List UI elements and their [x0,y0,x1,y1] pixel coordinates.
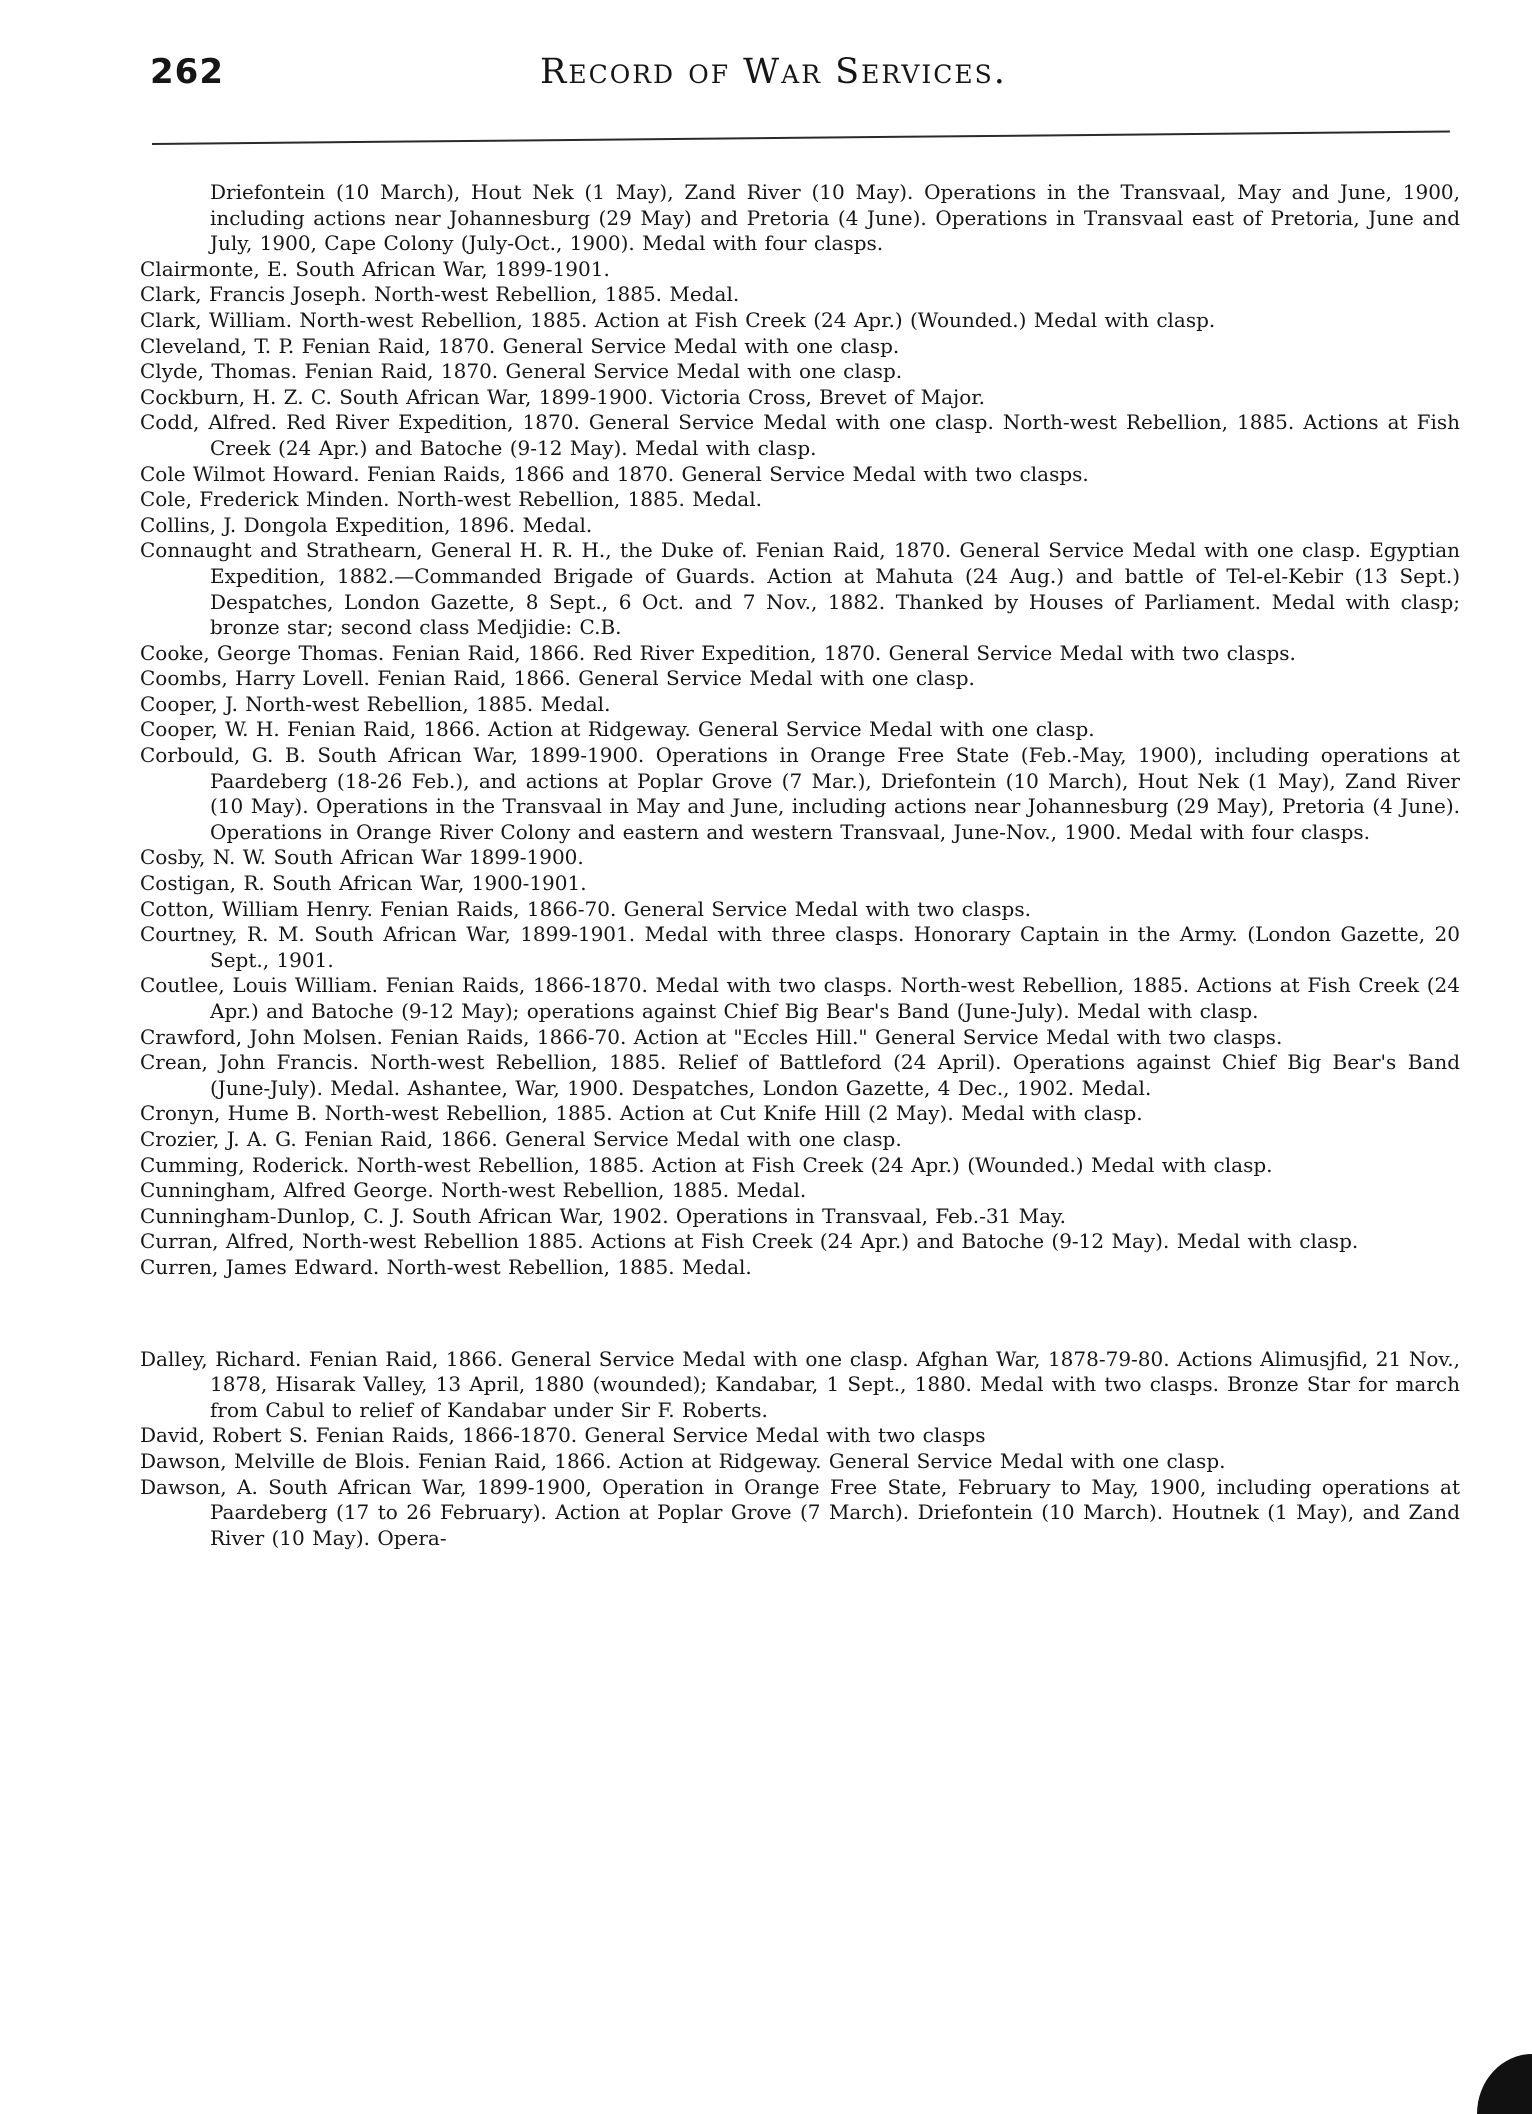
list-item: Cooper, W. H. Fenian Raid, 1866. Action at Ridgeway. General Service Medal with one clasp. [140,717,1095,742]
list-item: Dawson, Melville de Blois. Fenian Raid, 1866. Action at Ridgeway. General Service Medal with one clasp. [140,1448,1226,1473]
list-item: Connaught and Strathearn, General H. R. H., the Duke of. Fenian Raid, 1870. General Service Medal with one clasp. Egyptian Expedition, 1882.—Commanded Brigade of Guards. Action at Mahuta (24 Aug.) and battle of Tel-el-Kebir (13 Sept.) Despatches, London Gazette, 8 Sept., 6 Oct. and 7 Nov., 1882. Thanked by Houses of Parliament. Medal with clasp; bronze star; second class Medjidie: C.B. [140,538,1460,640]
list-item: Cole Wilmot Howard. Fenian Raids, 1866 and 1870. General Service Medal with two clasps. [140,461,1089,486]
list-item: Courtney, R. M. South African War, 1899-1901. Medal with three clasps. Honorary Captain in the Army. (London Gazette, 20 Sept., 1901. [140,922,1460,972]
list-item: Cotton, William Henry. Fenian Raids, 1866-70. General Service Medal with two clasps. [140,896,1031,921]
list-item: Cooper, J. North-west Rebellion, 1885. Medal. [140,691,611,716]
section-gap [140,1281,1460,1347]
list-item: Collins, J. Dongola Expedition, 1896. Medal. [140,512,593,537]
list-item: Cronyn, Hume B. North-west Rebellion, 1885. Action at Cut Knife Hill (2 May). Medal with clasp. [140,1101,1143,1126]
list-item: Cole, Frederick Minden. North-west Rebellion, 1885. Medal. [140,487,762,512]
list-item: Costigan, R. South African War, 1900-1901. [140,871,587,896]
list-item: Dawson, A. South African War, 1899-1900, Operation in Orange Free State, February to May, 1900, including operations at Paardeberg (17 to 26 February). Action at Poplar Grove (7 March). Driefontein (10 March). Houtnek (1 May), and Zand River (10 May). Opera- [140,1474,1460,1550]
list-item: Cosby, N. W. South African War 1899-1900. [140,845,584,870]
page-header [0,52,1532,112]
list-item: Crozier, J. A. G. Fenian Raid, 1866. General Service Medal with one clasp. [140,1126,902,1151]
list-item: Crawford, John Molsen. Fenian Raids, 1866-70. Action at "Eccles Hill." General Service Medal with two clasps. [140,1024,1283,1049]
list-item: Dalley, Richard. Fenian Raid, 1866. General Service Medal with one clasp. Afghan War, 1878-79-80. Actions Alimusjfid, 21 Nov., 1878, Hisarak Valley, 13 April, 1880 (wounded); Kandabar, 1 Sept., 1880. Medal with two clasps. Bronze Star for march from Cabul to relief of Kandabar under Sir F. Roberts. [140,1346,1460,1422]
list-item: Cunningham-Dunlop, C. J. South African War, 1902. Operations in Transvaal, Feb.-31 May. [140,1203,1067,1228]
list-item: Cockburn, H. Z. C. South African War, 1899-1900. Victoria Cross, Brevet of Major. [140,384,985,409]
list-item: Coombs, Harry Lovell. Fenian Raid, 1866. General Service Medal with one clasp. [140,666,975,691]
list-item: Driefontein (10 March), Hout Nek (1 May), Zand River (10 May). Operations in the Transvaal, May and June, 1900, including actions near Johannesburg (29 May) and Pretoria (4 June). Operations in Transvaal east of Pretoria, June and July, 1900, Cape Colony (July-Oct., 1900). Medal with four clasps. [210,180,1460,256]
list-item: Cumming, Roderick. North-west Rebellion, 1885. Action at Fish Creek (24 Apr.) (Wounded.) Medal with clasp. [140,1152,1273,1177]
page-title: Record of War Services. [540,52,1007,92]
page-number: 262 [150,52,224,92]
list-item: Curren, James Edward. North-west Rebellion, 1885. Medal. [140,1254,752,1279]
list-item: Clairmonte, E. South African War, 1899-1901. [140,256,610,281]
list-item: Codd, Alfred. Red River Expedition, 1870. General Service Medal with one clasp. North-west Rebellion, 1885. Actions at Fish Creek (24 Apr.) and Batoche (9-12 May). Medal with clasp. [140,410,1460,460]
list-item: Coutlee, Louis William. Fenian Raids, 1866-1870. Medal with two clasps. North-west Rebellion, 1885. Actions at Fish Creek (24 Apr.) and Batoche (9-12 May); operations against Chief Big Bear's Band (June-July). Medal with clasp. [140,973,1460,1023]
list-item: Curran, Alfred, North-west Rebellion 1885. Actions at Fish Creek (24 Apr.) and Batoche (9-12 May). Medal with clasp. [140,1229,1359,1254]
list-item: Cunningham, Alfred George. North-west Rebellion, 1885. Medal. [140,1178,807,1203]
list-item: Clyde, Thomas. Fenian Raid, 1870. General Service Medal with one clasp. [140,359,903,384]
list-item: Crean, John Francis. North-west Rebellion, 1885. Relief of Battleford (24 April). Operations against Chief Big Bear's Band (June-July). Medal. Ashantee, War, 1900. Despatches, London Gazette, 4 Dec., 1902. Medal. [140,1050,1460,1100]
list-item: Cooke, George Thomas. Fenian Raid, 1866. Red River Expedition, 1870. General Service Medal with two clasps. [140,640,1296,665]
list-item: David, Robert S. Fenian Raids, 1866-1870. General Service Medal with two clasps [140,1423,986,1448]
list-item: Corbould, G. B. South African War, 1899-1900. Operations in Orange Free State (Feb.-May, 1900), including operations at Paardeberg (18-26 Feb.), and actions at Poplar Grove (7 Mar.), Driefontein (10 March), Hout Nek (1 May), Zand River (10 May). Operations in the Transvaal in May and June, including actions near Johannesburg (29 May), Pretoria (4 June). Operations in Orange River Colony and eastern and western Transvaal, June-Nov., 1900. Medal with four clasps. [140,743,1460,844]
list-item: Clark, Francis Joseph. North-west Rebellion, 1885. Medal. [140,282,740,307]
page-corner-shadow [1477,2054,1532,2114]
list-item: Cleveland, T. P. Fenian Raid, 1870. General Service Medal with one clasp. [140,333,900,358]
header-rule [152,131,1450,145]
list-item: Clark, William. North-west Rebellion, 1885. Action at Fish Creek (24 Apr.) (Wounded.) Medal with clasp. [140,307,1216,332]
entries-list [140,180,1460,1551]
